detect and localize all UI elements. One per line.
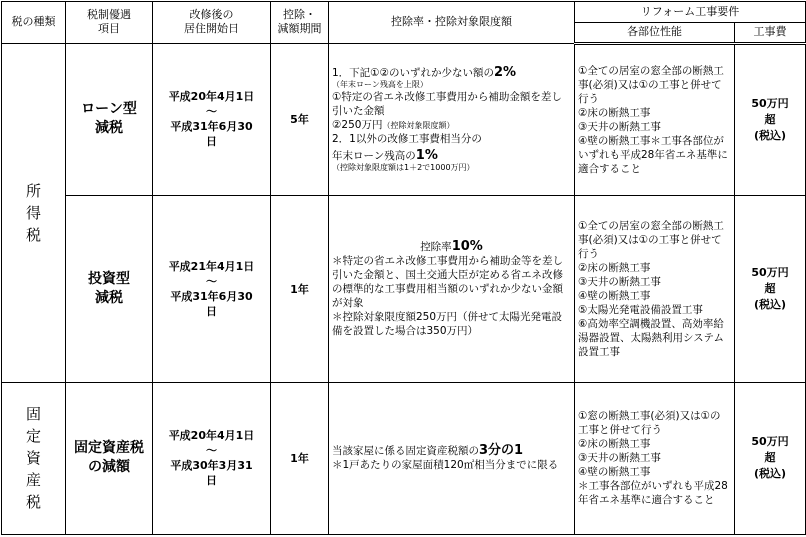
group-income-tax: 所 得 税 xyxy=(2,43,66,382)
rate-line: ＊1戸あたりの家屋面積120㎡相当分までに限る xyxy=(332,459,559,472)
header-start: 改修後の 居住開始日 xyxy=(153,2,271,44)
rate-note: （年末ローン残高を上限） xyxy=(332,79,428,89)
rate-text: 1．下記①②のいずれか少ない額の xyxy=(332,66,495,79)
rate-text: 当該家屋に係る固定資産税額の xyxy=(332,445,479,458)
rate-line: ＊控除対象限度額250万円（併せて太陽光発電設備を設置した場合は350万円） xyxy=(332,310,563,337)
row-rate xyxy=(329,382,575,534)
header-tax-type: 税の種類 xyxy=(2,2,66,44)
row-item: 固定資産税 の減額 xyxy=(66,382,153,534)
rate-line xyxy=(332,444,571,458)
requirement-item: ①全ての居室の窓全部の断熱工事(必須)又は①の工事と併せて行う xyxy=(578,64,724,105)
rate-line: ①特定の省エネ改修工事費用から補助金額を差し引いた金額 xyxy=(332,90,562,117)
header-item: 税制優遇 項目 xyxy=(66,2,153,44)
rate-highlight: 2% xyxy=(494,64,517,80)
rate-line: 2．1以外の改修工事費相当分の xyxy=(332,132,482,145)
requirement-item: ②床の断熱工事 xyxy=(578,261,651,274)
rate-line xyxy=(332,118,571,132)
row-cost: 50万円 超 (税込) xyxy=(735,43,806,195)
tax-incentive-table xyxy=(1,1,806,535)
rate-highlight: 10% xyxy=(451,238,483,254)
requirement-item: ③天井の断熱工事 xyxy=(578,120,661,133)
row-cost: 50万円 超 (税込) xyxy=(735,382,806,534)
group-property-tax: 固 定 資 産 税 xyxy=(2,382,66,534)
rate-note: （控除対象限度額） xyxy=(382,120,455,130)
row-requirements xyxy=(575,195,735,382)
requirement-item: ⑥高効率空調機設置、高効率給湯器設置、太陽熱利用システム設置工事 xyxy=(578,317,724,358)
row-start-date: 平成21年4月1日 〜 平成31年6月30 日 xyxy=(153,195,271,382)
requirement-item: ②床の断熱工事 xyxy=(578,106,651,119)
requirement-item: ＊工事各部位がいずれも平成28年省エネ基準に適合すること xyxy=(578,480,728,507)
requirement-item: ①窓の断熱工事(必須)又は①の工事と併せて行う xyxy=(578,410,721,437)
header-rate: 控除率・控除対象限度額 xyxy=(329,2,575,44)
requirement-item: ④壁の断熱工事＊工事各部位がいずれも平成28年省エネ基準に適合すること xyxy=(578,134,728,175)
rate-highlight: 3分の1 xyxy=(479,443,524,459)
row-requirements xyxy=(575,382,735,534)
rate-highlight: 1% xyxy=(415,147,438,163)
rate-line: ＊特定の省エネ改修工事費用から補助金等を差し引いた金額と、国土交通大臣が定める省エネ改修の標準的な工事費用相当額のいずれか少ない金額が対象 xyxy=(332,254,563,309)
rate-text: 控除率 xyxy=(420,240,452,253)
requirement-item: ④壁の断熱工事 xyxy=(578,466,651,479)
rate-text: 年末ローン残高の xyxy=(332,149,416,162)
rate-title xyxy=(332,240,571,254)
header-requirements: リフォーム工事要件 xyxy=(575,2,806,23)
requirement-item: ②床の断熱工事 xyxy=(578,438,651,451)
header-cost: 工事費 xyxy=(735,22,806,43)
requirement-item: ③天井の断熱工事 xyxy=(578,275,661,288)
rate-text: ②250万円 xyxy=(332,118,383,131)
row-period: 5年 xyxy=(271,43,329,195)
row-period: 1年 xyxy=(271,382,329,534)
requirement-item: ①全ての居室の窓全部の断熱工事(必須)又は①の工事と併せて行う xyxy=(578,219,724,260)
rate-note: （控除対象限度額は1＋2で1000万円） xyxy=(332,162,475,172)
row-item: 投資型 減税 xyxy=(66,195,153,382)
requirement-item: ⑤太陽光発電設備設置工事 xyxy=(578,303,703,316)
row-cost: 50万円 超 (税込) xyxy=(735,195,806,382)
row-item: ローン型 減税 xyxy=(66,43,153,195)
row-start-date: 平成20年4月1日 〜 平成31年6月30 日 xyxy=(153,43,271,195)
requirement-item: ④壁の断熱工事 xyxy=(578,289,651,302)
rate-line xyxy=(332,66,571,80)
row-requirements xyxy=(575,43,735,195)
row-rate xyxy=(329,195,575,382)
requirement-item: ③天井の断熱工事 xyxy=(578,452,661,465)
row-start-date: 平成20年4月1日 〜 平成30年3月31 日 xyxy=(153,382,271,534)
rate-line xyxy=(332,149,571,163)
header-performance: 各部位性能 xyxy=(575,22,735,43)
row-rate xyxy=(329,43,575,195)
header-period: 控除・ 減額期間 xyxy=(271,2,329,44)
row-period: 1年 xyxy=(271,195,329,382)
